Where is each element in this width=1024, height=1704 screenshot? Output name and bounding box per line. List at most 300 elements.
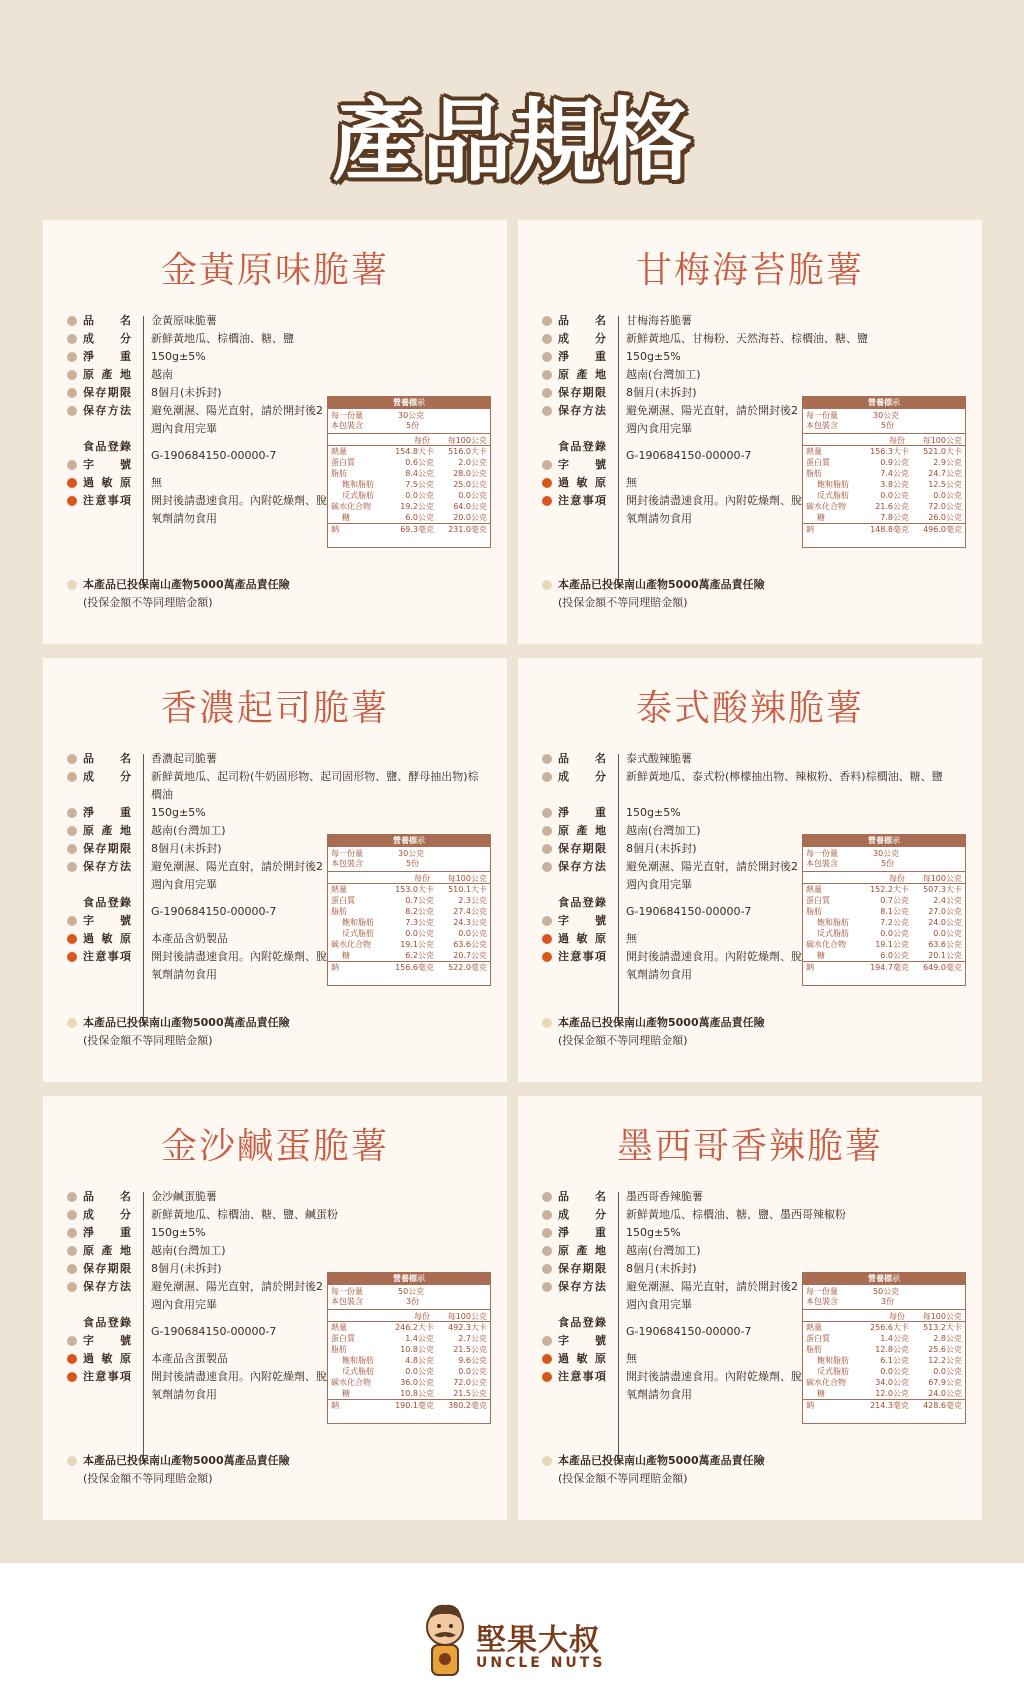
spec-value: 8個月(未拆封) [626,386,697,399]
nutrient-per-serving: 0.0公克 [405,491,434,500]
nutrition-row [328,917,490,928]
nutrient-per-100g: 2.0公克 [458,458,487,467]
nutrient-per-100g: 21.5公克 [453,1389,487,1398]
spec-label: 原產地 [558,368,606,381]
nutrition-columns [803,1310,965,1322]
bullet-icon [542,478,552,488]
col-100g: 每100公克 [922,436,962,445]
nutrition-row [803,917,965,928]
spec-label: 過敏原 [83,932,131,945]
spec-value: 越南(台灣加工) [151,824,226,837]
spec-label: 成 分 [83,332,131,345]
nutrition-row [328,468,490,479]
spec-label: 保存期限 [558,386,606,399]
nutrition-columns [328,872,490,884]
nutrient-per-100g: 2.7公克 [458,1334,487,1343]
spec-row-ingredients [542,330,962,348]
servings-count: 3份 [881,1297,895,1306]
nutrient-name: 鈉 [331,1401,339,1410]
spec-value: 無 [626,1352,637,1365]
spec-label: 食品登錄 [83,440,131,453]
nutrition-row [328,446,490,457]
nutrient-name: 飽和脂肪 [342,918,374,927]
serving-info [328,1285,490,1310]
nutrient-per-serving: 12.8公克 [875,1345,909,1354]
insurance-line-2: (投保金額不等同理賠金額) [558,596,688,609]
spec-value: G-190684150-00000-7 [626,905,752,918]
nutrition-table [327,834,491,986]
bullet-icon [542,1210,552,1220]
bullet-icon [542,1018,552,1028]
nutrient-per-100g: 27.0公克 [928,907,962,916]
bullet-icon [542,1264,552,1274]
spec-row-name [67,312,487,330]
spec-row-name [67,750,487,768]
bullet-icon [67,1192,77,1202]
nutrition-header: 營養標示 [803,835,965,847]
nutrient-per-100g: 516.0大卡 [448,447,487,456]
spec-value: 避免潮濕、陽光直射，請於開封後2週內食用完畢 [151,1280,323,1311]
nutrient-name: 反式脂肪 [342,929,374,938]
product-title: 香濃起司脆薯 [160,688,389,729]
bullet-icon [67,460,77,470]
nutrient-name: 糖 [817,1389,825,1398]
nutrient-per-serving: 6.1公克 [880,1356,909,1365]
nutrient-name: 脂肪 [331,469,347,478]
bullet-icon [542,406,552,416]
col-serving: 每份 [889,874,905,883]
spec-value: 開封後請盡速食用。內附乾燥劑、脫氧劑請勿食用 [626,950,802,981]
bullet-icon [67,1264,77,1274]
product-title: 甘梅海苔脆薯 [635,250,864,291]
bullet-icon [542,826,552,836]
spec-label: 淨 重 [83,806,131,819]
pack-label: 本包裝含 [331,421,363,430]
nutrition-row [803,501,965,512]
spec-row-ingredients [67,1206,487,1224]
bullet-icon [542,1246,552,1256]
nutrient-per-100g: 20.1公克 [928,951,962,960]
spec-label: 字 號 [558,458,606,471]
nutrition-row [328,1322,490,1333]
spec-value: 8個月(未拆封) [626,842,697,855]
nutrient-per-100g: 24.7公克 [928,469,962,478]
nutrition-table [327,396,491,548]
spec-value: 無 [151,476,162,489]
spec-value: 避免潮濕、陽光直射，請於開封後2週內食用完畢 [626,404,798,435]
spec-label: 食品登錄 [558,1316,606,1329]
spec-value: 150g±5% [151,1226,206,1239]
nutrient-per-serving: 19.2公克 [400,502,434,511]
spec-label: 品 名 [83,314,131,327]
nutrition-row [803,1344,965,1355]
nutrient-per-100g: 67.9公克 [928,1378,962,1387]
bullet-icon [542,316,552,326]
spec-value: 金黃原味脆薯 [151,314,217,327]
spec-value: 越南(台灣加工) [626,824,701,837]
nutrition-row [328,1366,490,1377]
nutrient-per-serving: 7.3公克 [405,918,434,927]
bullet-icon [67,1282,77,1292]
spec-value: 泰式酸辣脆薯 [626,752,692,765]
nutrient-per-serving: 7.8公克 [880,513,909,522]
spec-label: 食品登錄 [558,896,606,909]
nutrition-row [328,906,490,917]
bullet-icon [542,1354,552,1364]
nutrient-per-100g: 0.0公克 [458,491,487,500]
nutrition-row [803,523,965,535]
bullet-icon [542,862,552,872]
nutrient-name: 碳水化合物 [806,940,846,949]
bullet-icon [542,808,552,818]
spec-label: 保存方法 [83,1280,131,1293]
nutrition-row [803,906,965,917]
nutrient-name: 飽和脂肪 [817,918,849,927]
spec-value: 墨西哥香辣脆薯 [626,1190,703,1203]
serving-size: 30公克 [873,411,900,420]
spec-label: 字 號 [558,1334,606,1347]
bullet-icon [542,952,552,962]
nutrient-per-100g: 507.3大卡 [923,885,962,894]
nutrition-row [803,895,965,906]
nutrient-per-100g: 522.0毫克 [448,963,487,972]
nutrient-per-100g: 2.3公克 [458,896,487,905]
nutrient-name: 脂肪 [331,907,347,916]
bullet-icon [67,934,77,944]
nutrient-name: 飽和脂肪 [817,1356,849,1365]
col-serving: 每份 [414,436,430,445]
spec-value: 避免潮濕、陽光直射，請於開封後2週內食用完畢 [151,860,323,891]
page-title: 產品規格 [332,89,692,194]
product-title: 泰式酸辣脆薯 [635,688,864,729]
bullet-icon [542,352,552,362]
brand-name-cn: 堅果大叔 [476,1623,600,1658]
spec-label: 成 分 [558,332,606,345]
insurance-line-1: 本產品已投保南山產物5000萬產品責任險 [558,1454,765,1467]
spec-row-weight [67,1224,487,1242]
nutrient-per-100g: 72.0公克 [453,1378,487,1387]
spec-value: 無 [626,476,637,489]
bullet-icon [542,1372,552,1382]
nutrient-name: 反式脂肪 [817,1367,849,1376]
nutrition-header: 營養標示 [803,1273,965,1285]
spec-value: G-190684150-00000-7 [151,905,277,918]
product-card [43,1096,507,1520]
spec-row-weight [67,804,487,822]
nutrient-name: 碳水化合物 [806,1378,846,1387]
bullet-icon [67,916,77,926]
nutrition-row [328,928,490,939]
nutrient-name: 反式脂肪 [342,491,374,500]
nutrient-per-serving: 1.4公克 [880,1334,909,1343]
spec-value: 避免潮濕、陽光直射，請於開封後2週內食用完畢 [626,1280,798,1311]
nutrient-name: 糖 [342,1389,350,1398]
nutrition-row [328,1344,490,1355]
bullet-icon [542,916,552,926]
bullet-icon [67,388,77,398]
bullet-icon [67,952,77,962]
spec-label: 字 號 [83,914,131,927]
spec-label: 注意事項 [558,950,606,963]
spec-label: 過敏原 [83,1352,131,1365]
nutrient-name: 反式脂肪 [817,929,849,938]
nutrient-name: 糖 [817,951,825,960]
spec-label: 品 名 [558,1190,606,1203]
spec-label: 成 分 [83,770,131,783]
nutrition-header: 營養標示 [328,397,490,409]
serving-info [803,847,965,872]
bullet-icon [542,460,552,470]
spec-label: 淨 重 [83,1226,131,1239]
insurance-line-1: 本產品已投保南山產物5000萬產品責任險 [83,1454,290,1467]
insurance-line-1: 本產品已投保南山產物5000萬產品責任險 [83,578,290,591]
nutrition-row [803,1388,965,1399]
bullet-icon [542,1228,552,1238]
brand-footer [0,1563,1024,1704]
product-title: 金黃原味脆薯 [160,250,389,291]
nutrition-row [328,961,490,973]
spec-label: 原產地 [83,824,131,837]
nutrient-per-100g: 20.7公克 [453,951,487,960]
spec-label: 成 分 [558,770,606,783]
bullet-icon [542,1282,552,1292]
spec-row-origin [542,1242,962,1260]
nutrition-row [328,1377,490,1388]
nutrient-name: 脂肪 [806,469,822,478]
nutrient-name: 熱量 [806,885,822,894]
spec-value: 金沙鹹蛋脆薯 [151,1190,217,1203]
nutrient-name: 熱量 [331,1323,347,1332]
nutrient-per-100g: 24.0公克 [928,918,962,927]
spec-label: 注意事項 [558,1370,606,1383]
nutrient-per-100g: 380.2毫克 [448,1401,487,1410]
spec-label: 過敏原 [83,476,131,489]
spec-label: 注意事項 [83,950,131,963]
serving-label: 每一份量 [806,411,838,420]
serving-size: 50公克 [398,1287,425,1296]
spec-value: 150g±5% [151,806,206,819]
spec-label: 淨 重 [558,1226,606,1239]
serving-label: 每一份量 [331,1287,363,1296]
bullet-icon [67,1336,77,1346]
nutrition-header: 營養標示 [328,1273,490,1285]
spec-label: 保存方法 [558,1280,606,1293]
serving-label: 每一份量 [331,849,363,858]
spec-label: 品 名 [558,752,606,765]
nutrient-name: 脂肪 [806,907,822,916]
nutrient-per-100g: 24.3公克 [453,918,487,927]
serving-label: 每一份量 [806,1287,838,1296]
nutrient-name: 鈉 [331,963,339,972]
nutrient-per-serving: 0.9公克 [880,458,909,467]
spec-label: 保存期限 [83,386,131,399]
nutrient-per-serving: 6.2公克 [405,951,434,960]
nutrition-row [803,512,965,523]
bullet-icon [67,844,77,854]
col-serving: 每份 [414,1312,430,1321]
nutrition-table [802,396,966,548]
nutrition-table [327,1272,491,1424]
insurance-line-2: (投保金額不等同理賠金額) [83,1034,213,1047]
nutrient-name: 脂肪 [331,1345,347,1354]
nutrition-header: 營養標示 [328,835,490,847]
nutrient-per-100g: 496.0毫克 [923,525,962,534]
nutrient-per-100g: 0.0公克 [933,1367,962,1376]
nutrition-row [328,1355,490,1366]
nutrient-name: 鈉 [331,525,339,534]
nutrient-per-serving: 6.0公克 [880,951,909,960]
nutrient-name: 碳水化合物 [331,502,371,511]
insurance-line-1: 本產品已投保南山產物5000萬產品責任險 [83,1016,290,1029]
nutrient-per-serving: 0.7公克 [405,896,434,905]
bullet-icon [542,772,552,782]
col-serving: 每份 [889,1312,905,1321]
nutrient-per-serving: 69.3毫克 [400,525,434,534]
bullet-icon [67,1456,77,1466]
spec-label: 品 名 [558,314,606,327]
mascot-logo [420,1599,470,1679]
pack-label: 本包裝含 [806,1297,838,1306]
spec-row-ingredients [542,1206,962,1224]
nutrient-per-serving: 152.2大卡 [870,885,909,894]
bullet-icon [67,826,77,836]
spec-label: 淨 重 [83,350,131,363]
spec-value: 香濃起司脆薯 [151,752,217,765]
serving-info [328,409,490,434]
servings-count: 3份 [406,1297,420,1306]
spec-value: 無 [626,932,637,945]
nutrient-per-serving: 8.2公克 [405,907,434,916]
spec-value: G-190684150-00000-7 [626,449,752,462]
spec-value: 8個月(未拆封) [151,842,222,855]
col-serving: 每份 [889,436,905,445]
spec-label: 保存方法 [558,860,606,873]
bullet-icon [67,580,77,590]
spec-label: 保存方法 [83,860,131,873]
spec-value: 新鮮黃地瓜、甘梅粉、天然海苔、棕櫚油、糖、鹽 [626,332,868,345]
nutrient-name: 蛋白質 [806,896,830,905]
bullet-icon [542,754,552,764]
bullet-icon [542,1456,552,1466]
nutrition-row [803,457,965,468]
nutrition-row [803,1322,965,1333]
nutrition-row [803,950,965,961]
spec-row-origin [542,366,962,384]
nutrient-per-100g: 0.0公克 [458,1367,487,1376]
nutrient-name: 鈉 [806,525,814,534]
serving-info [803,409,965,434]
nutrient-per-100g: 63.6公克 [928,940,962,949]
bullet-icon [67,478,77,488]
bullet-icon [542,334,552,344]
nutrient-name: 熱量 [806,447,822,456]
nutrient-per-100g: 492.3大卡 [448,1323,487,1332]
serving-info [328,847,490,872]
nutrient-name: 糖 [342,513,350,522]
spec-value: 新鮮黃地瓜、起司粉(牛奶固形物、起司固形物、鹽、酵母抽出物)棕櫚油 [151,770,479,801]
nutrition-header: 營養標示 [803,397,965,409]
nutrient-per-100g: 26.0公克 [928,513,962,522]
nutrient-per-100g: 24.0公克 [928,1389,962,1398]
nutrient-per-100g: 0.0公克 [933,929,962,938]
pack-label: 本包裝含 [331,1297,363,1306]
spec-value: 越南 [151,368,173,381]
spec-label: 注意事項 [558,494,606,507]
spec-value: 甘梅海苔脆薯 [626,314,692,327]
nutrient-name: 鈉 [806,1401,814,1410]
spec-value: 本產品含蛋製品 [151,1352,228,1365]
nutrient-per-serving: 214.3毫克 [870,1401,909,1410]
spec-label: 原產地 [83,368,131,381]
spec-label: 品 名 [83,752,131,765]
nutrient-per-serving: 8.1公克 [880,907,909,916]
nutrition-row [803,490,965,501]
nutrient-per-serving: 19.1公克 [400,940,434,949]
spec-row-name [542,750,962,768]
spec-label: 字 號 [83,458,131,471]
spec-label: 食品登錄 [83,896,131,909]
nutrition-row [803,939,965,950]
nutrition-row [803,1355,965,1366]
bullet-icon [67,754,77,764]
spec-label: 過敏原 [558,476,606,489]
nutrition-row [803,1366,965,1377]
nutrient-per-serving: 3.8公克 [880,480,909,489]
nutrient-name: 碳水化合物 [806,502,846,511]
spec-value: 越南(台灣加工) [151,1244,226,1257]
nutrient-per-serving: 154.8大卡 [395,447,434,456]
spec-label: 食品登錄 [83,1316,131,1329]
nutrient-per-100g: 2.9公克 [933,458,962,467]
nutrient-per-100g: 25.6公克 [928,1345,962,1354]
bullet-icon [67,1246,77,1256]
serving-size: 30公克 [398,411,425,420]
bullet-icon [67,808,77,818]
spec-value: 越南(台灣加工) [626,1244,701,1257]
nutrient-name: 熱量 [331,885,347,894]
spec-label: 注意事項 [83,1370,131,1383]
nutrition-row [328,895,490,906]
nutrient-per-serving: 0.6公克 [405,458,434,467]
nutrient-name: 鈉 [806,963,814,972]
spec-row-name [542,312,962,330]
nutrient-per-100g: 649.0毫克 [923,963,962,972]
bullet-icon [542,388,552,398]
nutrient-per-100g: 231.0毫克 [448,525,487,534]
nutrient-name: 熱量 [331,447,347,456]
nutrient-per-100g: 72.0公克 [928,502,962,511]
spec-label: 保存期限 [558,1262,606,1275]
nutrient-per-100g: 510.1大卡 [448,885,487,894]
bullet-icon [542,370,552,380]
spec-label: 保存方法 [558,404,606,417]
nutrient-name: 碳水化合物 [331,940,371,949]
nutrient-per-100g: 28.0公克 [453,469,487,478]
pack-label: 本包裝含 [806,421,838,430]
serving-size: 50公克 [873,1287,900,1296]
nutrient-per-serving: 0.7公克 [880,896,909,905]
spec-value: 150g±5% [626,350,681,363]
spec-row-weight [67,348,487,366]
nutrient-per-100g: 63.6公克 [453,940,487,949]
spec-value: 8個月(未拆封) [626,1262,697,1275]
nutrition-row [328,523,490,535]
spec-value: 新鮮黃地瓜、棕櫚油、糖、鹽 [151,332,294,345]
nutrient-name: 蛋白質 [331,458,355,467]
nutrient-per-100g: 25.0公克 [453,480,487,489]
nutrient-name: 熱量 [806,1323,822,1332]
spec-row-origin [67,1242,487,1260]
